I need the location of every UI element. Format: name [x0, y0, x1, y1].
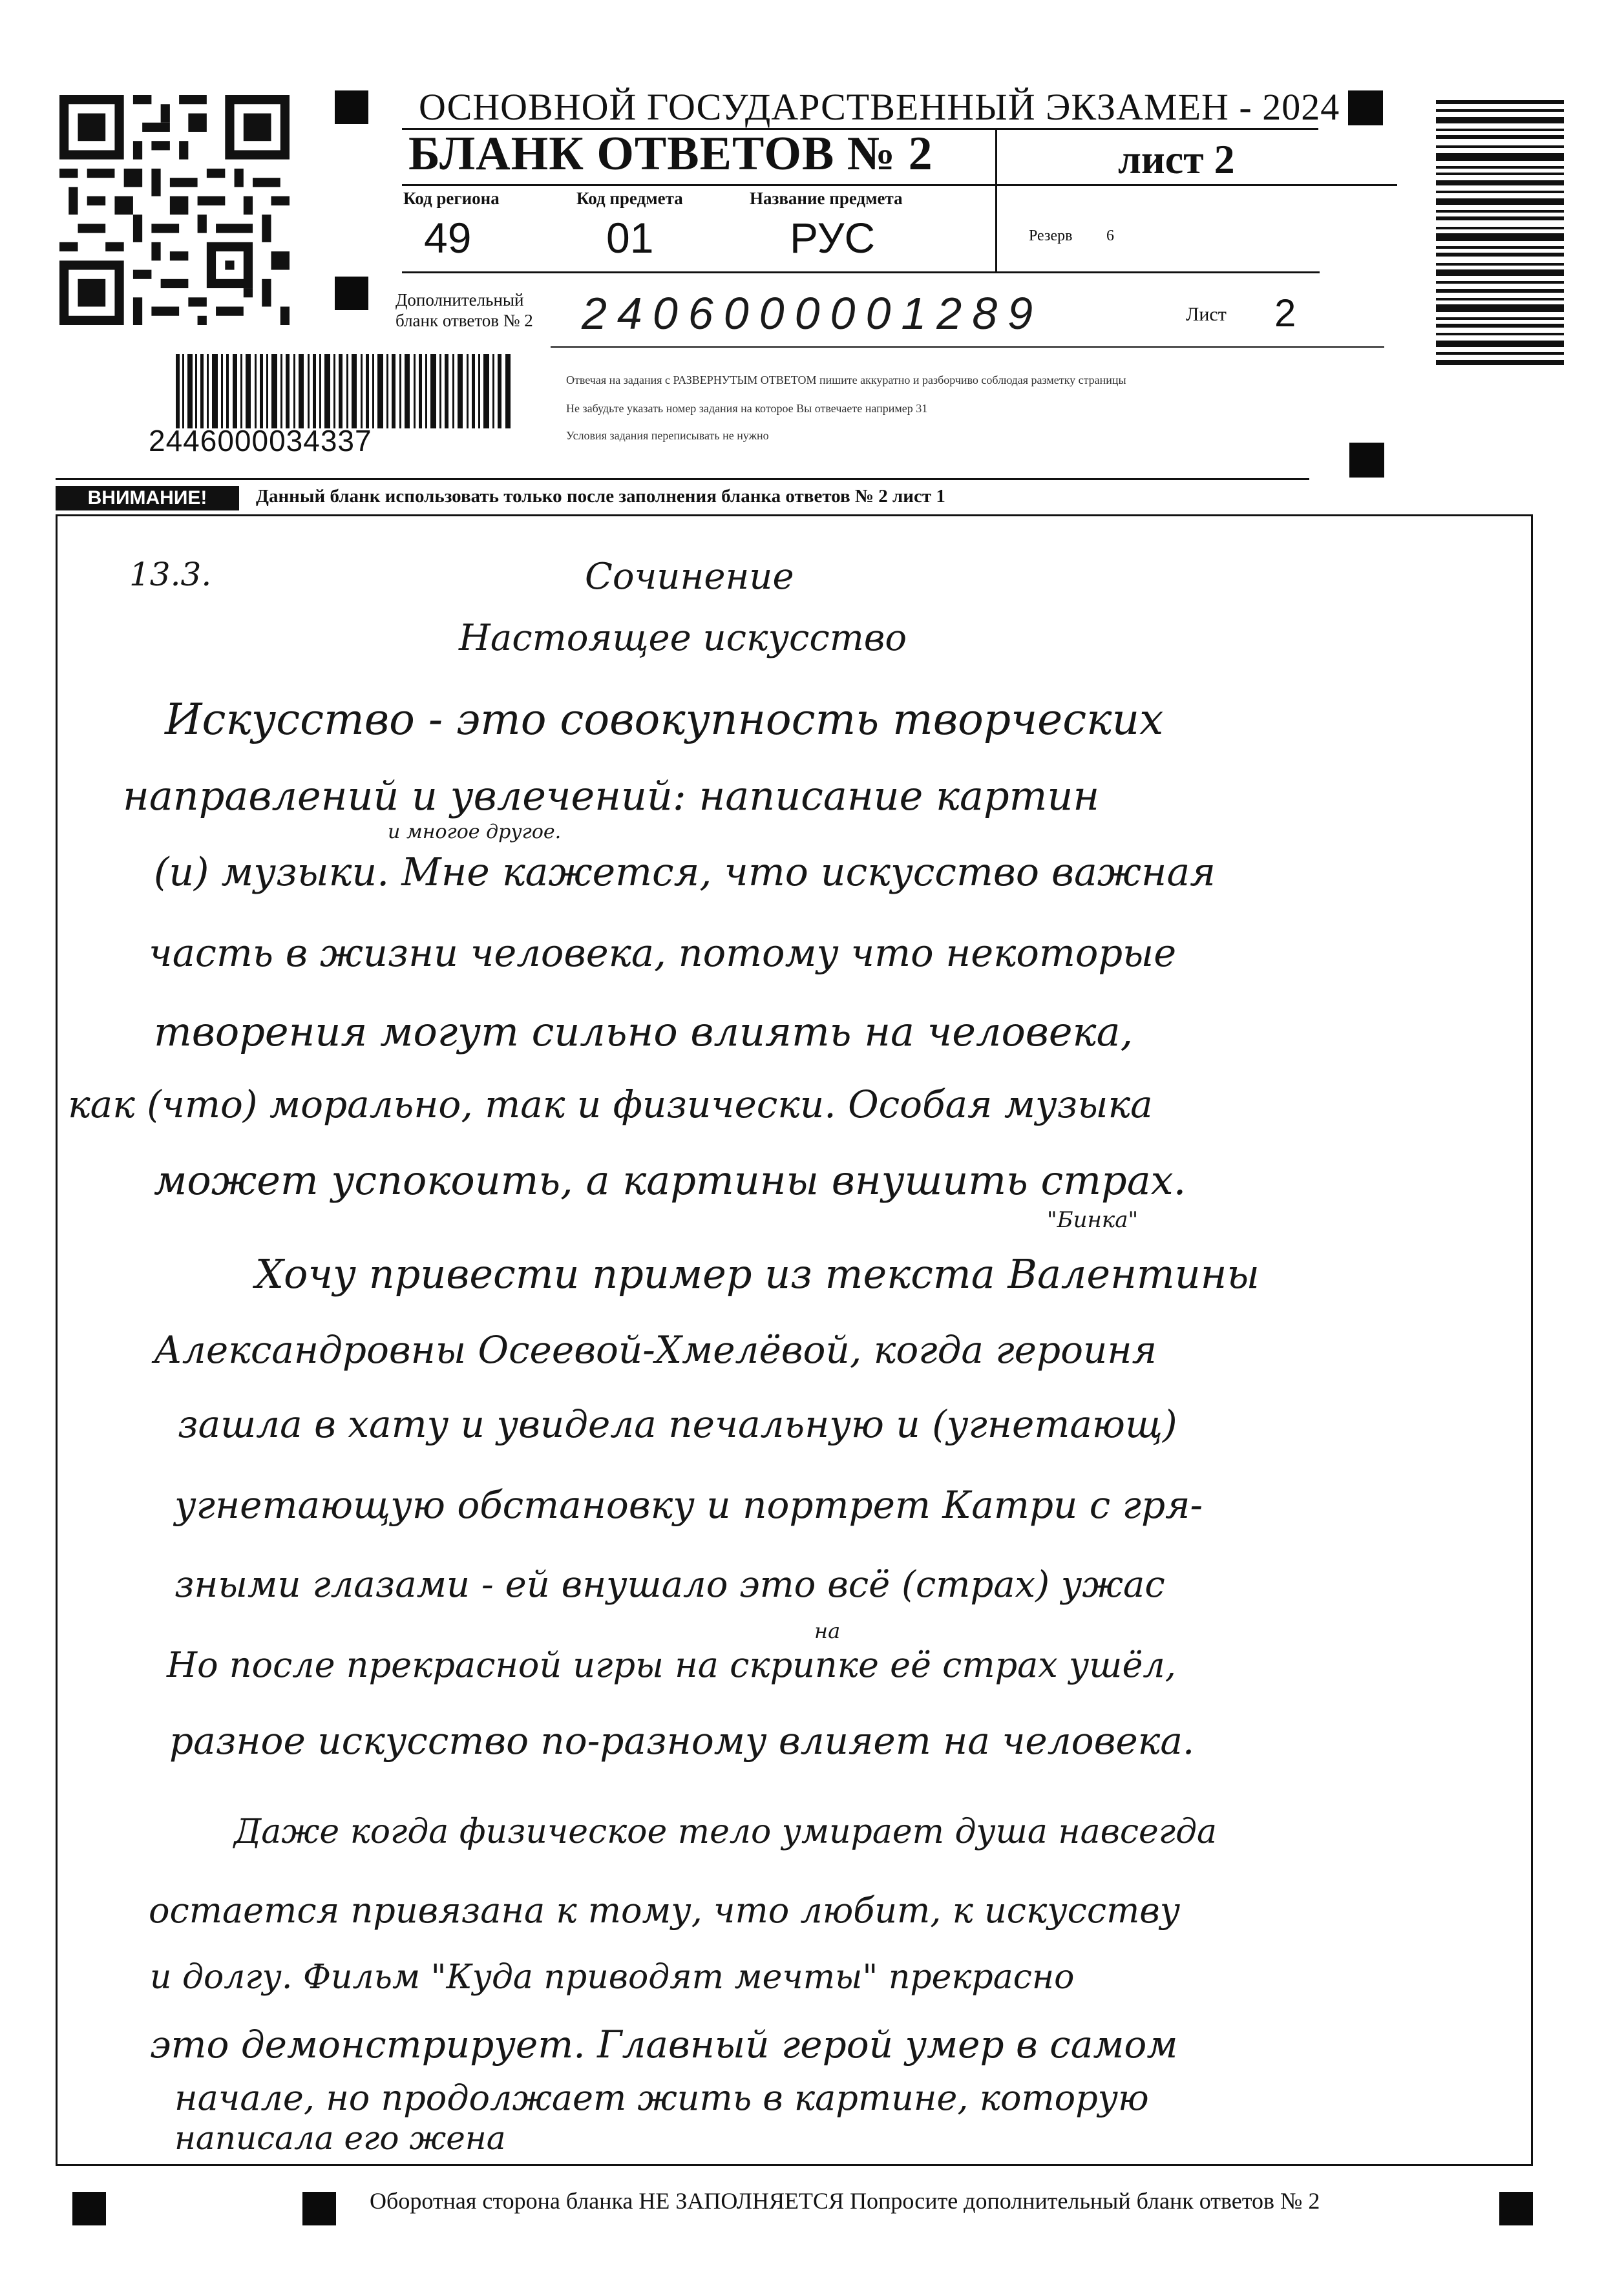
essay-line-5: творения могут сильно влиять на человека,	[154, 1008, 1134, 1055]
additional-blank-number: 2406000001289	[582, 288, 1044, 339]
instruction-line-2: Не забудьте указать номер задания на которое Вы отвечаете например 31	[566, 402, 928, 415]
fields-underline	[402, 271, 1320, 273]
alignment-marker-top-1	[335, 90, 368, 124]
essay-line-3: (и) музыки. Мне кажется, что искусство важная	[154, 850, 1216, 895]
list-label: Лист	[1186, 304, 1227, 325]
region-value: 49	[424, 214, 472, 262]
essay-line-2: направлений и увлечений: написание картин	[123, 772, 1100, 819]
footer-note: Оборотная сторона бланка НЕ ЗАПОЛНЯЕТСЯ Попросите дополнительный бланк ответов № 2	[370, 2188, 1320, 2214]
essay-line-10: зашла в хату и увидела печальную и (угнетающ)	[178, 1402, 1177, 1446]
instructions-underline	[56, 478, 1309, 480]
task-number: 13.3.	[129, 556, 212, 593]
insert-note-1: и многое другое.	[388, 821, 562, 843]
subject-code-value: 01	[606, 214, 654, 262]
essay-line-20: написала его жена	[174, 2119, 506, 2157]
reserve-label: Резерв	[1029, 227, 1073, 244]
essay-line-11: угнетающую обстановку и портрет Катри с гря-	[174, 1483, 1203, 1527]
alignment-marker-bottom-1	[72, 2192, 106, 2225]
barcode-number: 2446000034337	[149, 424, 372, 457]
essay-line-19: начале, но продолжает жить в картине, которую	[174, 2077, 1149, 2118]
barcode-horizontal	[176, 354, 511, 428]
subject-code-label: Код предмета	[576, 189, 683, 208]
essay-line-12: зными глазами - ей внушало это всё (страх) ужас	[174, 1564, 1165, 1606]
essay-line-17: и долгу. Фильм "Куда приводят мечты" прекрасно	[150, 1958, 1075, 1997]
essay-title: Настоящее искусство	[459, 617, 907, 659]
reserve-value: 6	[1106, 227, 1114, 244]
alignment-marker-bottom-3	[1499, 2192, 1533, 2225]
essay-line-4: часть в жизни человека, потому что некоторые	[149, 930, 1177, 975]
region-label: Код региона	[403, 189, 500, 208]
warning-badge: ВНИМАНИЕ!	[56, 486, 239, 510]
essay-heading: Сочинение	[585, 556, 794, 598]
alignment-marker-top-3	[1348, 90, 1383, 125]
form-title: БЛАНК ОТВЕТОВ № 2	[408, 127, 933, 180]
insert-note-3: на	[814, 1619, 841, 1643]
barcode-vertical	[1436, 100, 1564, 365]
essay-line-7: может успокоить, а картины внушить страх.	[154, 1157, 1186, 1204]
additional-blank-label	[395, 289, 533, 331]
instruction-line-1: Отвечая на задания с РАЗВЕРНУТЫМ ОТВЕТОМ пишите аккуратно и разборчиво соблюдая разметку страницы	[566, 373, 1126, 386]
alignment-marker-bottom-2	[302, 2192, 336, 2225]
essay-line-18: это демонстрирует. Главный герой умер в самом	[150, 2023, 1178, 2066]
alignment-marker-top-4	[1349, 443, 1384, 478]
alignment-marker-top-2	[335, 277, 368, 310]
additional-blank-label-line1: Дополнительный	[395, 290, 524, 310]
essay-line-15: Даже когда физическое тело умирает душа навсегда	[234, 1813, 1218, 1851]
essay-line-8: Хочу привести пример из текста Валентины	[255, 1250, 1260, 1298]
instruction-line-3: Условия задания переписывать не нужно	[566, 429, 769, 442]
essay-line-9: Александровны Осеевой-Хмелёвой, когда героиня	[154, 1328, 1157, 1372]
exam-title: ОСНОВНОЙ ГОСУДАРСТВЕННЫЙ ЭКЗАМЕН - 2024	[419, 86, 1340, 128]
essay-line-16: остается привязана к тому, что любит, к искусству	[149, 1890, 1181, 1931]
essay-line-14: разное искусство по-разному влияет на человека.	[169, 1719, 1195, 1763]
additional-blank-label-line2: бланк ответов № 2	[395, 311, 533, 330]
additional-underline	[551, 346, 1384, 348]
essay-line-13: Но после прекрасной игры на скрипке её страх ушёл,	[167, 1645, 1176, 1685]
sheet-number: лист 2	[1118, 136, 1235, 182]
insert-note-2: "Бинка"	[1047, 1207, 1139, 1233]
essay-line-1: Искусство - это совокупность творческих	[165, 695, 1164, 744]
list-value: 2	[1274, 291, 1296, 335]
warning-text: Данный бланк использовать только после заполнения бланка ответов № 2 лист 1	[256, 486, 945, 507]
subject-name-value: РУС	[790, 214, 876, 262]
qr-code	[59, 95, 290, 325]
form-title-underline	[402, 184, 1397, 186]
essay-line-6: как (что) морально, так и физически. Особая музыка	[68, 1082, 1153, 1126]
header-divider	[995, 128, 997, 271]
subject-name-label: Название предмета	[750, 189, 903, 208]
